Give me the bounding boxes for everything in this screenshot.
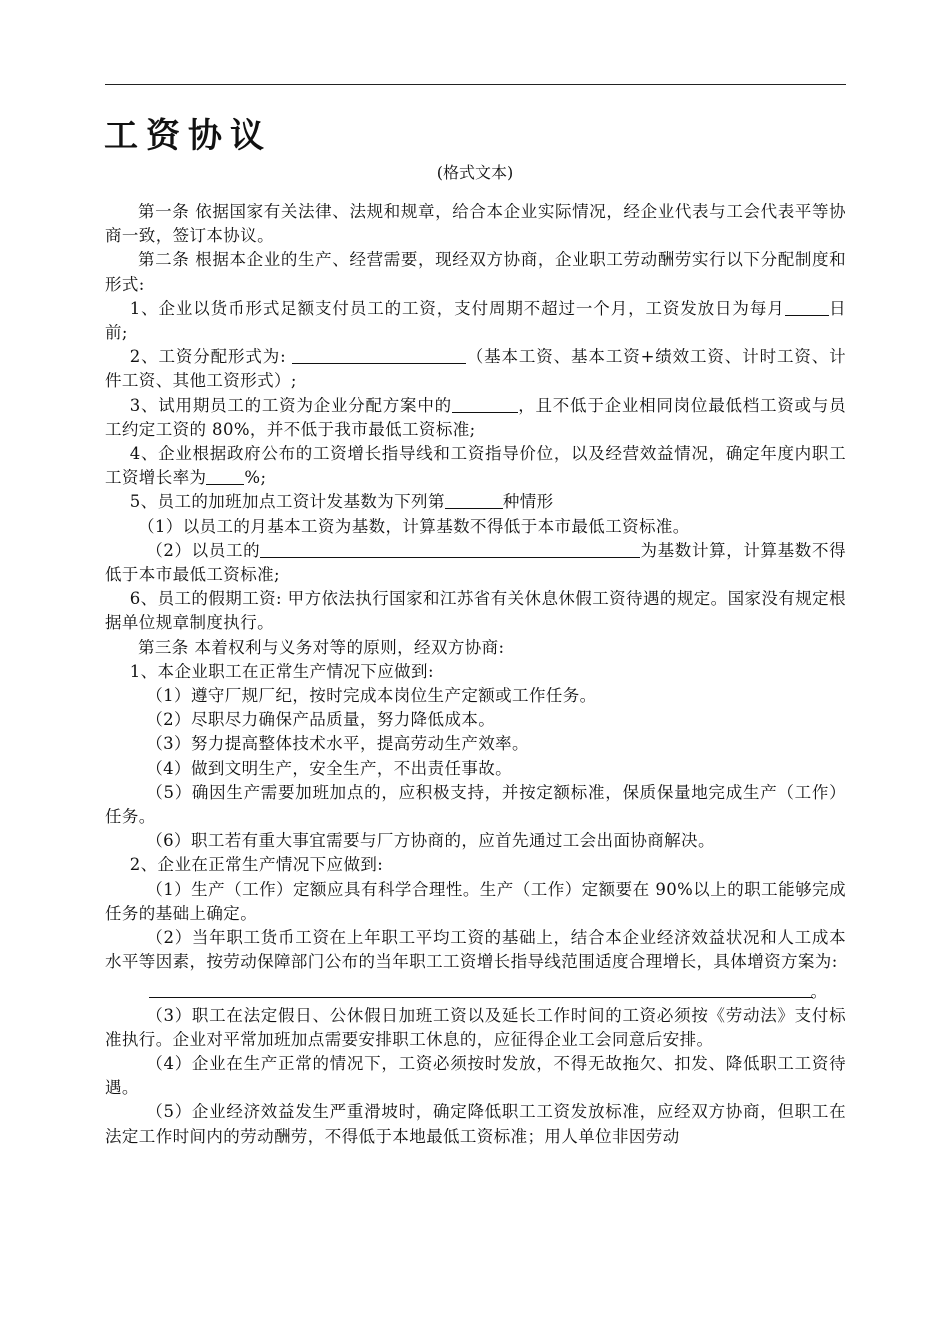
base-2-text-b: 为基数计算，计算基数不得低于本市最低工资标准;: [105, 540, 846, 585]
item-4-text-b: %;: [244, 468, 267, 488]
item-2-text-a: 2、工资分配形式为:: [129, 347, 293, 367]
article-2: 第二条 根据本企业的生产、经营需要，现经双方协商，企业职工劳动酬劳实行以下分配制度和形式:: [105, 250, 846, 294]
employer-duty-2: （2）当年职工货币工资在上年职工平均工资的基础上，结合本企业经济效益状况和人工成本水平等因素，按劳动保障部门公布的当年职工工资增长指导线范围适度合理增长，具体增资方案为:: [105, 928, 846, 972]
document-title: 工资协议: [104, 116, 272, 156]
overtime-case-blank: [445, 492, 503, 510]
article-2-item-3: [105, 394, 846, 442]
employer-duty-3: （3）职工在法定假日、公休假日加班工资以及延长工作时间的工资必须按《劳动法》支付标准执行。企业对平常加班加点需要安排职工休息的，应征得企业工会同意后安排。: [105, 1005, 846, 1049]
article-1: 第一条 依据国家有关法律、法规和规章，给合本企业实际情况，经企业代表与工会代表平等协商一致，签订本协议。: [105, 202, 846, 246]
employee-duty-4: （4）做到文明生产，安全生产，不出责任事故。: [146, 758, 513, 778]
employer-duty-1: （1）生产（工作）定额应具有科学合理性。生产（工作）定额要在 90%以上的职工能够完成任务的基础上确定。: [105, 879, 846, 923]
item-4-text-a: 4、企业根据政府公布的工资增长指导线和工资指导价位，以及经营效益情况，确定年度内职工工资增长率为: [105, 444, 846, 488]
article-2-item-4: [105, 442, 846, 490]
pay-form-blank: [292, 347, 466, 365]
header-rule: [105, 84, 846, 85]
item-5-text-a: 5、员工的加班加点工资计发基数为下列第: [129, 492, 445, 512]
document-body: [105, 200, 846, 1149]
employee-duty-6: （6）职工若有重大事宜需要与厂方协商的，应首先通过工会出面协商解决。: [146, 831, 715, 851]
document-subtitle: (格式文本): [436, 163, 514, 182]
employee-duty-5: （5）确因生产需要加班加点的，应积极支持，并按定额标准，保质保量地完成生产（工作）任务。: [105, 782, 846, 827]
item-3-text-a: 3、试用期员工的工资为企业分配方案中的: [129, 395, 452, 415]
employer-duties-heading: 2、企业在正常生产情况下应做到:: [129, 855, 384, 875]
item-2-text-b: （基本工资、基本工资+绩效工资、计时工资、计件工资、其他工资形式）;: [105, 347, 846, 391]
item-3-text-b: ，且不低于企业相同岗位最低档工资或与员工约定工资的 80%，并不低于我市最低工资标准;: [105, 395, 846, 439]
employee-duties-heading: 1、本企业职工在正常生产情况下应做到:: [129, 661, 434, 681]
article-2-item-1: [105, 297, 846, 345]
employee-duty-2: （2）尽职尽力确保产品质量，努力降低成本。: [146, 710, 496, 730]
employee-duty-1: （1）遵守厂规厂纪，按时完成本岗位生产定额或工作任务。: [146, 686, 597, 706]
item-1-text-a: 1、企业以货币形式足额支付员工的工资，支付周期不超过一个月，工资发放日为每月: [129, 298, 785, 318]
base-2-text-a: （2）以员工的: [146, 540, 261, 560]
employer-duty-5: （5）企业经济效益发生严重滑坡时，确定降低职工工资发放标准，应经双方协商，但职工在法定工作时间内的劳动酬劳，不得低于本地最低工资标准；用人单位非因劳动: [105, 1102, 846, 1146]
overtime-base-blank: [260, 540, 640, 558]
article-3: 第三条 本着权利与义务对等的原则，经双方协商:: [138, 637, 505, 657]
article-2-item-5: [105, 490, 846, 514]
pay-day-blank: [785, 298, 829, 316]
overtime-base-2: [105, 539, 846, 587]
probation-wage-blank: [452, 395, 518, 413]
overtime-base-1: （1）以员工的月基本工资为基数，计算基数不得低于本市最低工资标准。: [138, 516, 690, 536]
employee-duty-3: （3）努力提高整体技术水平，提高劳动生产效率。: [146, 734, 529, 754]
raise-plan-end: 。: [810, 982, 827, 1002]
item-5-text-b: 种情形: [502, 492, 554, 512]
article-2-item-2: [105, 345, 846, 393]
raise-plan-blank: [149, 982, 827, 1002]
article-2-item-6: 6、员工的假期工资: 甲方依法执行国家和江苏省有关休息休假工资待遇的规定。国家没有规定根据单位规章制度执行。: [105, 589, 846, 633]
growth-rate-blank: [206, 468, 244, 486]
item-1-text-b: 日前;: [105, 298, 847, 343]
employer-duty-4: （4）企业在生产正常的情况下，工资必须按时发放，不得无故拖欠、扣发、降低职工工资待遇。: [105, 1053, 846, 1098]
